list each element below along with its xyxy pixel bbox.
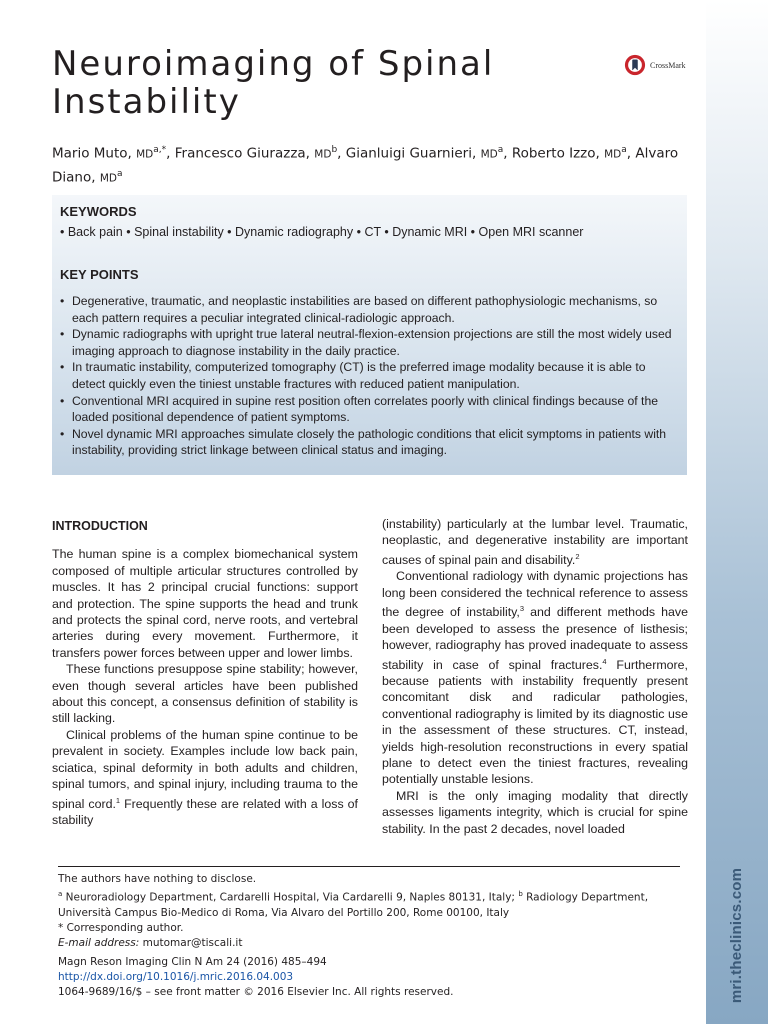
key-points-list [60,293,675,459]
crossmark-label: CrossMark [650,60,686,70]
body-column-right [382,516,688,837]
footnote-divider [58,866,680,867]
key-point-item: • Dynamic radiographs with upright true lateral neutral-flexion-extension projections are still the most widely used imaging approach to diagnose instability in the daily practice. [60,326,675,359]
body-column-left [52,516,358,828]
author-affiliation-mark: b [331,145,338,155]
author-affiliation-mark: a [621,145,627,155]
reference-citation[interactable]: 2 [575,551,580,561]
crossmark-badge[interactable] [624,54,686,76]
journal-url-vertical[interactable] [718,867,756,1003]
body-paragraph [382,516,688,568]
affiliation-text: Neuroradiology Department, Cardarelli Hospital, Via Cardarelli 9, Naples 80131, Italy; [62,891,515,904]
affiliation-mark: b [518,890,523,898]
body-paragraph: These functions presuppose spine stability; however, even though several articles have been published about this concept, a consensus definition of stability is still lacking. [52,662,358,726]
author-name: , Gianluigi Guarnieri, [337,145,477,162]
journal-info [58,955,688,1000]
body-paragraph [382,568,688,788]
affiliations [58,887,688,921]
author-name: , Francesco Giurazza, [166,145,310,162]
key-point-item: • Novel dynamic MRI approaches simulate closely the pathologic conditions that elicit symptoms in patients with instability, providing strict linkage between clinical status and imaging. [60,426,675,459]
key-point-item: • Degenerative, traumatic, and neoplastic instabilities are based on different pathophysiologic mechanisms, so each pattern requires a peculiar integrated clinical-radiologic approach. [60,293,675,326]
paragraph-text: Clinical problems of the human spine continue to be prevalent in society. Examples include low back pain, sciatica, spinal deformity in both adults and children, spinal tumors, and spinal injury, including trauma to the spinal cord. [52,727,358,811]
keywords-heading: KEYWORDS [60,204,137,219]
copyright-line: 1064-9689/16/$ – see front matter © 2016 Elsevier Inc. All rights reserved. [58,986,454,998]
affiliation-text: Radiology Department, Università Campus Bio-Medico di Roma, Via Alvaro del Portillo 200, Rome 00100, Italy [58,891,649,919]
journal-citation: Magn Reson Imaging Clin N Am 24 (2016) 485–494 [58,956,327,968]
author-degree: MD [136,148,154,161]
article-title: Neuroimaging of Spinal Instability [52,44,495,122]
footnotes [58,872,688,951]
email-label: E-mail address: [58,936,140,949]
paragraph-text: and different methods have been developed to assess the presence of listhesis; however, radiography has proved inadequate to assess stability in case of spinal fractures. [382,605,688,672]
crossmark-icon [624,54,646,76]
journal-url-text[interactable]: mri.theclinics.com [728,867,746,1003]
author-degree: MD [604,148,622,161]
affiliation-mark: a [58,890,63,898]
email-address[interactable]: mutomar@tiscali.it [139,936,243,949]
author-degree: MD [480,148,498,161]
author-affiliation-mark: a [497,145,504,155]
key-point-item: • In traumatic instability, computerized tomography (CT) is the preferred image modality because it is able to detect quickly even the tiniest unstable fractures with reduced patient manipulation. [60,359,675,392]
disclosure-note: The authors have nothing to disclose. [58,873,257,885]
paragraph-text: Furthermore, because patients with instability frequently present concomitant disk and radicular pathologies, conventional radiography is limited by its diagnostic use in the assessment of these structures. CT, instead, yields high-resolution reconstructions in every spatial plane to detect even the tiniest fractures, revealing potentially unstable lesions. [382,657,688,787]
body-paragraph: The human spine is a complex biomechanical system composed of multiple articular structures controlled by muscles. It has 2 principal crucial functions: support and protection. The spine supports the head and trunk and protects the spinal cord, nerve roots, and vertebral arteries during every movement. Furthermore, it transfers power forces between upper and lower limbs. [52,547,358,660]
author-degree: MD [99,172,117,184]
author-name: , Roberto Izzo, [503,145,600,162]
author-list [52,141,702,188]
body-paragraph [52,727,358,829]
corresponding-author-note: * Corresponding author. [58,921,184,934]
keywords-list: • Back pain • Spinal instability • Dynamic radiography • CT • Dynamic MRI • Open MRI scanner [60,225,584,239]
paragraph-text: Conventional radiology with dynamic projections has long been considered the technical reference to assess the degree of instability, [382,569,688,620]
author-degree: MD [314,148,332,161]
paragraph-text: (instability) particularly at the lumbar level. Traumatic, neoplastic, and degenerative instability are important causes of spinal pain and disability. [382,517,688,567]
author-name: , Alvaro Diano, [52,145,679,185]
reference-citation[interactable]: 1 [115,795,121,805]
key-point-item: • Conventional MRI acquired in supine rest position often correlates poorly with clinical findings because of the loaded positional dependence of patient symptoms. [60,393,675,426]
author-affiliation-mark: a [116,168,123,179]
paragraph-text: Frequently these are related with a loss of stability [52,796,358,828]
author-name: Mario Muto, [52,145,132,162]
doi-link[interactable]: http://dx.doi.org/10.1016/j.mric.2016.04.003 [58,971,294,983]
body-paragraph: MRI is the only imaging modality that directly assesses ligaments integrity, which is crucial for spine stability. In the past 2 decades, novel loaded [382,788,688,836]
introduction-heading: INTRODUCTION [52,519,148,533]
reference-citation[interactable]: 3 [519,604,525,614]
author-affiliation-mark: a,* [153,145,167,155]
reference-citation[interactable]: 4 [602,656,607,666]
email-line [58,936,688,951]
key-points-heading: KEY POINTS [60,267,139,282]
